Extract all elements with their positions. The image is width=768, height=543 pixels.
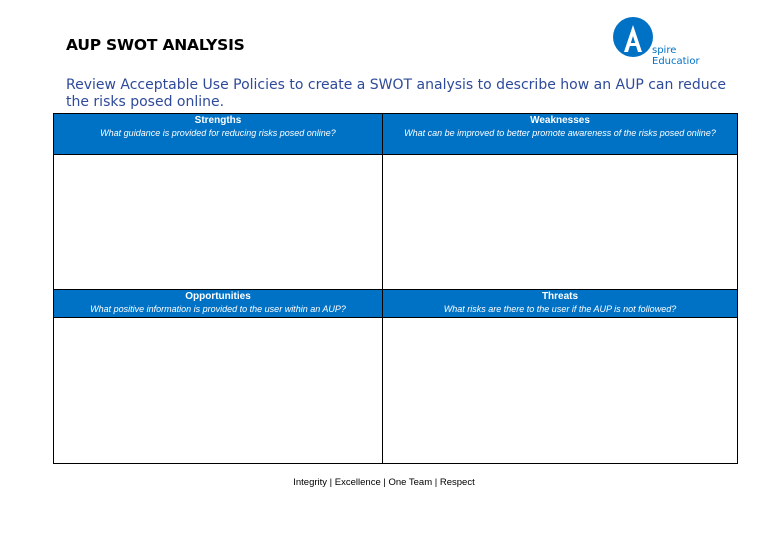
weaknesses-heading: Weaknesses xyxy=(530,115,590,126)
threats-header xyxy=(383,290,737,318)
aspire-education-logo xyxy=(612,16,704,67)
opportunities-answer-area[interactable] xyxy=(54,318,382,463)
swot-table xyxy=(53,113,738,464)
opportunities-question: What positive information is provided to the user within an AUP? xyxy=(90,304,346,314)
opportunities-heading: Opportunities xyxy=(185,291,251,302)
page-title: AUP SWOT ANALYSIS xyxy=(66,36,245,54)
strengths-heading: Strengths xyxy=(194,115,242,126)
threats-heading: Threats xyxy=(541,291,579,302)
weaknesses-question: What can be improved to better promote awareness of the risks posed online? xyxy=(404,128,716,138)
instructions-text: Review Acceptable Use Policies to create a SWOT analysis to describe how an AUP can reduce the risks posed online. xyxy=(66,77,726,110)
svg-text:Educatior: Educatior xyxy=(652,56,700,67)
strengths-answer-area[interactable] xyxy=(54,155,382,289)
strengths-header xyxy=(54,114,382,155)
svg-text:spire: spire xyxy=(652,45,677,56)
threats-question: What risks are there to the user if the AUP is not followed? xyxy=(443,304,677,314)
weaknesses-header xyxy=(383,114,737,155)
footer-values: Integrity | Excellence | One Team | Respect xyxy=(293,477,475,488)
opportunities-header xyxy=(54,290,382,318)
strengths-question: What guidance is provided for reducing risks posed online? xyxy=(100,128,336,138)
weaknesses-answer-area[interactable] xyxy=(383,155,737,289)
threats-answer-area[interactable] xyxy=(383,318,737,463)
